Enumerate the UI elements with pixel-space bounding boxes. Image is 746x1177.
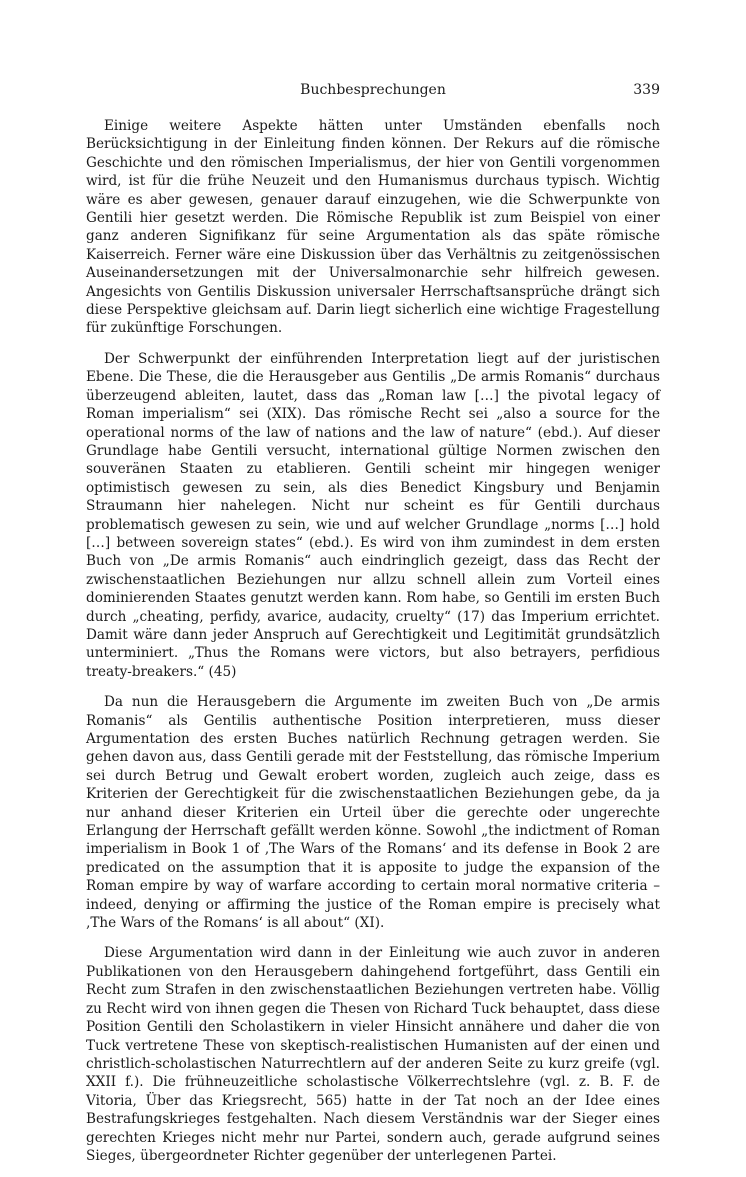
paragraph-1: Einige weitere Aspekte hätten unter Umständen ebenfalls noch Berücksichtigung in der Einleitung finden können. Der Rekurs auf die römische Geschichte und den römischen Imperialismus, der hier von Gentili vorgenommen wird, ist für die frühe Neuzeit und den Humanismus durchaus typisch. Wichtig wäre es aber gewesen, genauer darauf einzugehen, wie die Schwerpunkte von Gentili hier gesetzt werden. Die Römische Republik ist zum Beispiel von einer ganz anderen Signifikanz für seine Argumentation als das späte römische Kaiserreich. Ferner wäre eine Diskussion über das Verhältnis zu zeitgenössischen Auseinandersetzungen mit der Universalmonarchie sehr hilfreich gewesen. Angesichts von Gentilis Diskussion universaler Herrschaftsansprüche drängt sich diese Perspektive gleichsam auf. Darin liegt sicherlich eine wichtige Fragestellung für zukünftige Forschungen. xyxy=(86,118,660,337)
body-text xyxy=(86,117,660,1177)
running-title: Buchbesprechungen xyxy=(300,82,446,98)
page-number: 339 xyxy=(633,82,660,98)
running-head xyxy=(86,82,660,102)
paragraph-3: Da nun die Herausgebern die Argumente im zweiten Buch von „De armis Romanis“ als Gentilis authentische Position interpretieren, muss dieser Argumentation des ersten Buches natürlich Rechnung getragen werden. Sie gehen davon aus, dass Gentili gerade mit der Feststellung, das römische Imperium sei durch Betrug und Gewalt erobert worden, zugleich auch zeige, dass es Kriterien der Gerechtigkeit für die zwischenstaatlichen Beziehungen gebe, da ja nur anhand dieser Kriterien ein Urteil über die gerechte oder ungerechte Erlangung der Herrschaft gefällt werden könne. Sowohl „the indictment of Roman imperialism in Book 1 of ‚The Wars of the Romans‘ and its defense in Book 2 are predicated on the assumption that it is apposite to judge the expansion of the Roman empire by way of warfare according to certain moral normative criteria – indeed, denying or affirming the justice of the Roman empire is precisely what ‚The Wars of the Romans‘ is all about“ (XI). xyxy=(86,694,660,932)
paragraph-2: Der Schwerpunkt der einführenden Interpretation liegt auf der juristischen Ebene. Die These, die die Herausgeber aus Gentilis „De armis Romanis“ durchaus überzeugend ableiten, lautet, dass das „Roman law […] the pivotal legacy of Roman imperialism“ sei (XIX). Das römische Recht sei „also a source for the operational norms of the law of nations and the law of nature“ (ebd.). Auf dieser Grundlage habe Gentili versucht, international gültige Normen zwischen den souveränen Staaten zu etablieren. Gentili scheint mir hingegen weniger optimistisch gewesen zu sein, als dies Benedict Kingsbury und Benjamin Straumann hier nahelegen. Nicht nur scheint es für Gentili durchaus problematisch gewesen zu sein, wie und auf welcher Grundlage „norms […] hold […] between sovereign states“ (ebd.). Es wird von ihm zumindest in dem ersten Buch von „De armis Romanis“ auch eindringlich gezeigt, dass das Recht der zwischenstaatlichen Beziehungen nur allzu schnell allein zum Vorteil eines dominierenden Staates genutzt werden kann. Rom habe, so Gentili im ersten Buch durch „cheating, perfidy, avarice, audacity, cruelty“ (17) das Imperium errichtet. Damit wäre dann jeder Anspruch auf Gerechtigkeit und Legitimität grundsätzlich unterminiert. „Thus the Romans were victors, but also betrayers, perfidious treaty-breakers.“ (45) xyxy=(86,350,660,680)
paragraph-4: Diese Argumentation wird dann in der Einleitung wie auch zuvor in anderen Publikationen von den Herausgebern dahingehend fortgeführt, dass Gentili ein Recht zum Strafen in den zwischenstaatlichen Beziehungen vertreten habe. Völlig zu Recht wird von ihnen gegen die Thesen von Richard Tuck behauptet, dass diese Position Gentili den Scholastikern in vieler Hinsicht annähere und daher die von Tuck vertretene These von skeptisch-realistischen Humanisten auf der einen und christlich-scholastischen Naturrechtlern auf der anderen Seite zu kurz greife (vgl. XXII f.). Die frühneuzeitliche scholastische Völkerrechtslehre (vgl. z. B. F. de Vitoria, Über das Kriegsrecht, 565) hatte in der Tat noch an der Idee eines Bestrafungskrieges festgehalten. Nach diesem Verständnis war der Sieger eines gerechten Krieges nicht mehr nur Partei, sondern auch, gerade aufgrund seines Sieges, übergeordneter Richter gegenüber der unterlegenen Partei. xyxy=(86,945,660,1164)
